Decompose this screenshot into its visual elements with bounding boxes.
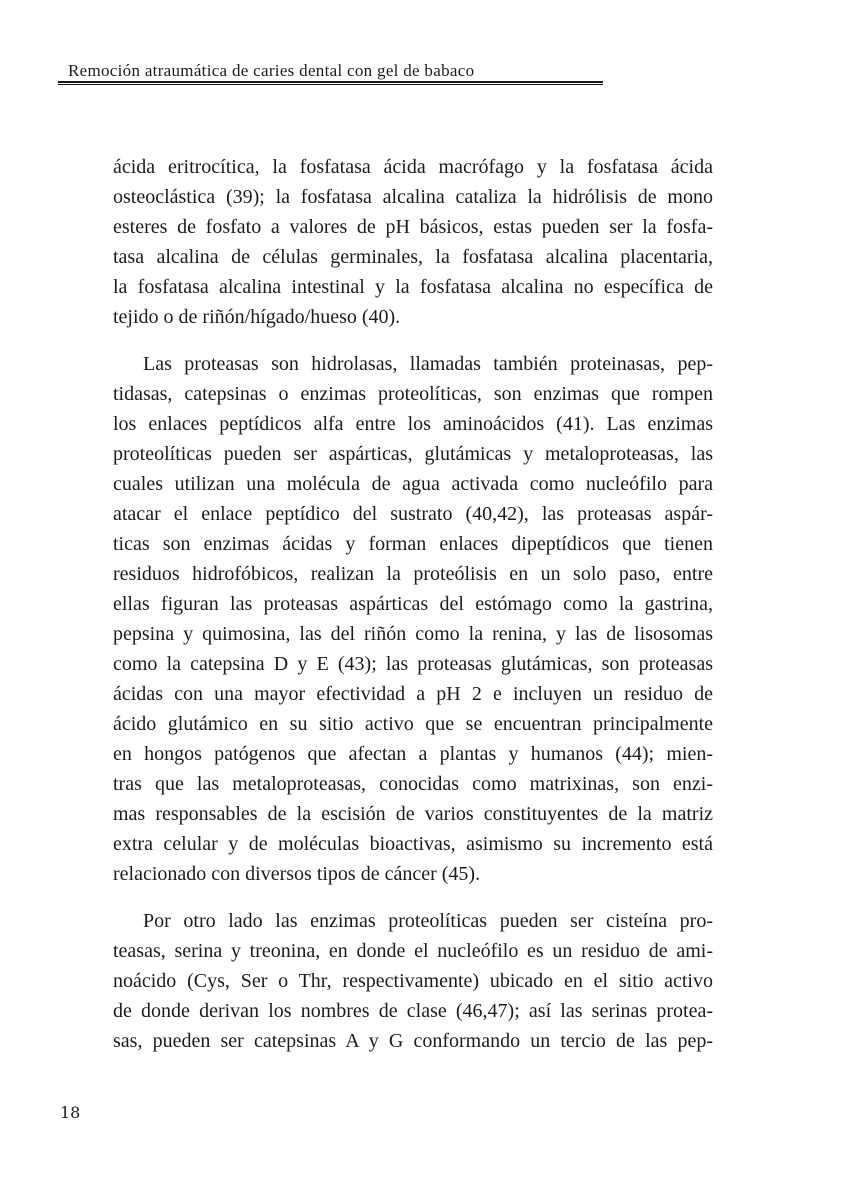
text-line: tejido o de riñón/hígado/hueso (40). [113, 306, 401, 328]
text-line: relacionado con diversos tipos de cáncer (45). [113, 863, 481, 885]
text-line: extra celular y de moléculas bioactivas, asimismo su incremento está [113, 833, 713, 855]
text-line: los enlaces peptídicos alfa entre los aminoácidos (41). Las enzimas [113, 413, 713, 435]
text-line: tras que las metaloproteasas, conocidas como matrixinas, son enzi- [113, 773, 713, 795]
text-line: tasa alcalina de células germinales, la fosfatasa alcalina placentaria, [113, 246, 713, 268]
text-line: Por otro lado las enzimas proteolíticas pueden ser cisteína pro- [143, 910, 713, 932]
text-line: ácido glutámico en su sitio activo que se encuentran principalmente [113, 713, 713, 735]
paragraph [113, 152, 713, 332]
text-line: cuales utilizan una molécula de agua activada como nucleófilo para [113, 473, 713, 495]
paragraph [113, 906, 713, 1056]
text-line: en hongos patógenos que afectan a plantas y humanos (44); mien- [113, 743, 713, 765]
text-line: atacar el enlace peptídico del sustrato (40,42), las proteasas aspár- [113, 503, 713, 525]
text-line: noácido (Cys, Ser o Thr, respectivamente) ubicado en el sitio activo [113, 970, 713, 992]
text-line: como la catepsina D y E (43); las proteasas glutámicas, son proteasas [113, 653, 713, 675]
running-header-title: Remoción atraumática de caries dental con gel de babaco [68, 61, 475, 80]
text-line: mas responsables de la escisión de varios constituyentes de la matriz [113, 803, 713, 825]
text-line: pepsina y quimosina, las del riñón como la renina, y las de lisosomas [113, 623, 713, 645]
text-line: sas, pueden ser catepsinas A y G conformando un tercio de las pep- [113, 1030, 713, 1052]
text-line: residuos hidrofóbicos, realizan la proteólisis en un solo paso, entre [113, 563, 713, 585]
text-line: tidasas, catepsinas o enzimas proteolíticas, son enzimas que rompen [113, 383, 713, 405]
text-line: teasas, serina y treonina, en donde el nucleófilo es un residuo de ami- [113, 940, 713, 962]
page-number: 18 [60, 1103, 81, 1122]
text-line: proteolíticas pueden ser aspárticas, glutámicas y metaloproteasas, las [113, 443, 713, 465]
text-line: esteres de fosfato a valores de pH básicos, estas pueden ser la fosfa- [113, 216, 713, 238]
text-line: ácida eritrocítica, la fosfatasa ácida macrófago y la fosfatasa ácida [113, 156, 713, 178]
header-rule [58, 81, 603, 85]
text-line: de donde derivan los nombres de clase (46,47); así las serinas protea- [113, 1000, 713, 1022]
text-line: ellas figuran las proteasas aspárticas del estómago como la gastrina, [113, 593, 713, 615]
body-text [113, 152, 713, 1056]
text-line: Las proteasas son hidrolasas, llamadas también proteinasas, pep- [143, 353, 713, 375]
text-line: la fosfatasa alcalina intestinal y la fosfatasa alcalina no específica de [113, 276, 713, 298]
text-line: osteoclástica (39); la fosfatasa alcalina cataliza la hidrólisis de mono [113, 186, 713, 208]
text-line: ticas son enzimas ácidas y forman enlaces dipeptídicos que tienen [113, 533, 713, 555]
paragraph [113, 349, 713, 889]
text-line: ácidas con una mayor efectividad a pH 2 e incluyen un residuo de [113, 683, 713, 705]
